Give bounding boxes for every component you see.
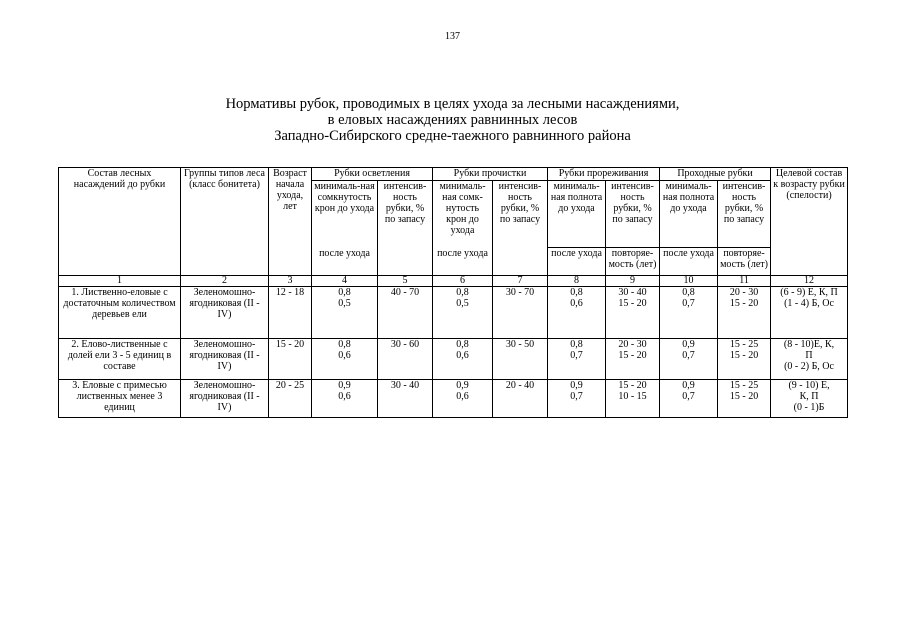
cell-c6 [433, 380, 493, 418]
value-repeat: 15 - 20 [618, 298, 647, 309]
value-repeat: 15 - 20 [729, 391, 759, 402]
cell-c7: 20 - 40 [493, 380, 548, 418]
value-before: 0,8 [456, 287, 469, 298]
header-c5: интенсив-ность рубки, % по запасу [378, 181, 433, 276]
value-repeat: 15 - 20 [618, 350, 647, 361]
header-c10-after: после ухода [660, 248, 718, 276]
cell-c6 [433, 287, 493, 339]
value-intensity: 30 - 40 [618, 287, 647, 298]
value-after: 0,7 [570, 350, 583, 361]
header-forest-type: Группы типов леса (класс бонитета) [181, 168, 269, 276]
cell-c5: 40 - 70 [378, 287, 433, 339]
col-number: 9 [606, 276, 660, 287]
value-after: 0,6 [456, 391, 469, 402]
value-before: 0,8 [338, 287, 351, 298]
value-before: 0,9 [570, 380, 583, 391]
cell-c11 [718, 380, 771, 418]
value-before: 0,8 [570, 287, 583, 298]
col-number: 1 [59, 276, 181, 287]
value-repeat: 10 - 15 [618, 391, 647, 402]
cell-c8 [548, 380, 606, 418]
target-line: (1 - 4) Б, Ос [784, 298, 834, 309]
col-number: 11 [718, 276, 771, 287]
value-after: 0,6 [456, 350, 469, 361]
header-c4-after: после ухода [312, 248, 378, 276]
cell-c8 [548, 339, 606, 380]
target-line: (0 - 1)Б [793, 402, 825, 413]
value-before: 0,9 [682, 339, 695, 350]
table-row [59, 339, 848, 380]
cell-age: 20 - 25 [269, 380, 312, 418]
target-line: П [805, 350, 813, 361]
value-before: 0,9 [338, 380, 351, 391]
cell-forest-type: Зеленомошно-ягодниковая (II - IV) [181, 380, 269, 418]
cell-target [771, 380, 848, 418]
value-before: 0,8 [338, 339, 351, 350]
header-c7: интенсив-ность рубки, % по запасу [493, 181, 548, 276]
value-intensity: 15 - 25 [729, 380, 759, 391]
cell-c9 [606, 287, 660, 339]
header-group-passage: Проходные рубки [660, 168, 771, 181]
cell-composition: 2. Елово-лиственные с долей ели 3 - 5 единиц в составе [59, 339, 181, 380]
value-intensity: 20 - 30 [729, 287, 759, 298]
page-number: 137 [445, 31, 460, 42]
cell-forest-type: Зеленомошно-ягодниковая (II - IV) [181, 287, 269, 339]
title-line-3: Западно-Сибирского средне-таежного равнинного района [274, 128, 631, 144]
title-line-1: Нормативы рубок, проводимых в целях ухода за лесными насаждениями, [225, 96, 680, 112]
header-c9-repeat: повторяе-мость (лет) [606, 248, 660, 276]
col-number: 12 [771, 276, 848, 287]
value-repeat: 15 - 20 [729, 350, 759, 361]
cell-composition: 1. Лиственно-еловые с достаточным количеством деревьев ели [59, 287, 181, 339]
column-numbers-row [59, 276, 848, 287]
cell-composition: 3. Еловые с примесью лиственных менее 3 единиц [59, 380, 181, 418]
cell-age: 12 - 18 [269, 287, 312, 339]
value-intensity: 20 - 30 [618, 339, 647, 350]
header-c6-after: после ухода [433, 248, 493, 276]
col-number: 6 [433, 276, 493, 287]
cell-c4 [312, 339, 378, 380]
header-group-clearing: Рубки осветления [312, 168, 433, 181]
col-number: 10 [660, 276, 718, 287]
value-after: 0,7 [682, 391, 695, 402]
header-c11-repeat: повторяе-мость (лет) [718, 248, 771, 276]
col-number: 4 [312, 276, 378, 287]
header-row-groups [59, 168, 848, 181]
cell-c5: 30 - 40 [378, 380, 433, 418]
target-line: (0 - 2) Б, Ос [784, 361, 834, 372]
col-number: 5 [378, 276, 433, 287]
cell-c10 [660, 380, 718, 418]
target-line: (9 - 10) Е, [788, 380, 830, 391]
value-before: 0,8 [682, 287, 695, 298]
cell-c7: 30 - 50 [493, 339, 548, 380]
cell-age: 15 - 20 [269, 339, 312, 380]
value-intensity: 15 - 25 [729, 339, 759, 350]
header-c10: минималь-ная полнота до ухода [660, 181, 718, 248]
value-after: 0,5 [338, 298, 351, 309]
cell-target [771, 339, 848, 380]
cell-c4 [312, 287, 378, 339]
cell-target [771, 287, 848, 339]
value-before: 0,8 [456, 339, 469, 350]
cell-c4 [312, 380, 378, 418]
header-group-thinning: Рубки прореживания [548, 168, 660, 181]
table-row [59, 380, 848, 418]
header-age: Возраст начала ухода, лет [269, 168, 312, 276]
value-before: 0,8 [570, 339, 583, 350]
cell-c8 [548, 287, 606, 339]
cell-c11 [718, 287, 771, 339]
document-title [0, 96, 905, 144]
value-after: 0,5 [456, 298, 469, 309]
header-c4: минималь-ная сомкнутость крон до ухода [312, 181, 378, 248]
header-c8-after: после ухода [548, 248, 606, 276]
header-c8: минималь-ная полнота до ухода [548, 181, 606, 248]
value-intensity: 15 - 20 [618, 380, 647, 391]
table-row [59, 287, 848, 339]
header-c6: минималь-ная сомк-нутость крон до ухода [433, 181, 493, 248]
value-before: 0,9 [682, 380, 695, 391]
header-c11: интенсив-ность рубки, % по запасу [718, 181, 771, 248]
col-number: 7 [493, 276, 548, 287]
col-number: 2 [181, 276, 269, 287]
cell-c7: 30 - 70 [493, 287, 548, 339]
target-line: К, П [799, 391, 819, 402]
title-line-2: в еловых насаждениях равнинных лесов [327, 112, 578, 128]
value-after: 0,7 [682, 350, 695, 361]
value-after: 0,6 [338, 391, 351, 402]
header-group-cleaning: Рубки прочистки [433, 168, 548, 181]
value-after: 0,6 [338, 350, 351, 361]
value-repeat: 15 - 20 [729, 298, 759, 309]
cell-c5: 30 - 60 [378, 339, 433, 380]
cell-c9 [606, 339, 660, 380]
value-after: 0,7 [570, 391, 583, 402]
target-line: (8 - 10)Е, К, [783, 339, 835, 350]
cell-c10 [660, 287, 718, 339]
cell-c10 [660, 339, 718, 380]
norms-table [58, 167, 848, 418]
target-line: (6 - 9) Е, К, П [780, 287, 838, 298]
header-c9: интенсив-ность рубки, % по запасу [606, 181, 660, 248]
cell-c9 [606, 380, 660, 418]
col-number: 3 [269, 276, 312, 287]
header-target: Целевой состав к возрасту рубки (спелости) [771, 168, 848, 276]
col-number: 8 [548, 276, 606, 287]
value-before: 0,9 [456, 380, 469, 391]
cell-c6 [433, 339, 493, 380]
value-after: 0,6 [570, 298, 583, 309]
value-after: 0,7 [682, 298, 695, 309]
cell-c11 [718, 339, 771, 380]
header-composition: Состав лесных насаждений до рубки [59, 168, 181, 276]
cell-forest-type: Зеленомошно-ягодниковая (II - IV) [181, 339, 269, 380]
